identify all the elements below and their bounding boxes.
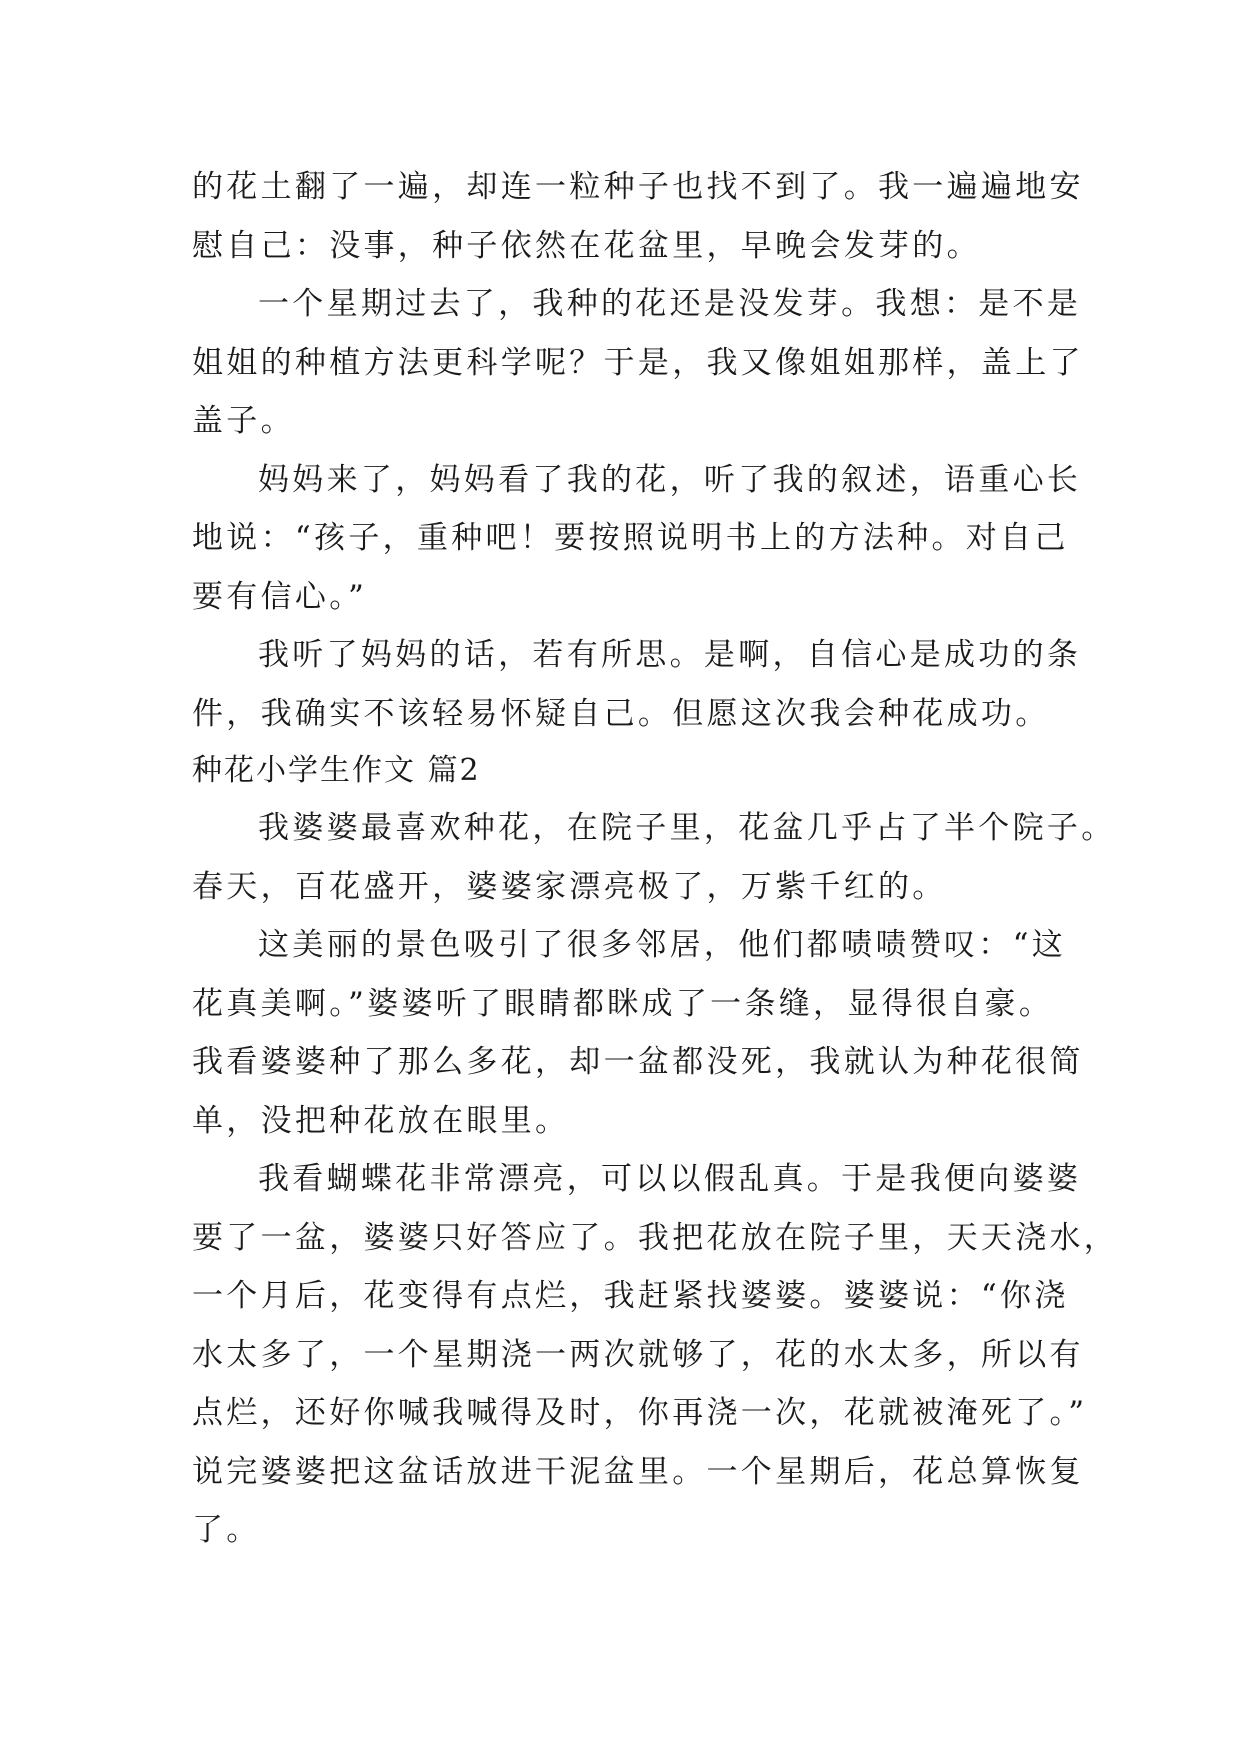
text-line: 我看蝴蝶花非常漂亮，可以以假乱真。于是我便向婆婆 [258,1161,1082,1197]
text-line: 姐姐的种植方法更科学呢？于是，我又像姐姐那样，盖上了 [192,344,1084,381]
document-body [192,158,1119,1560]
text-line: 要有信心。” [192,578,368,615]
text-line: 盖子。 [192,403,295,439]
text-line: 水太多了，一个星期浇一两次就够了，花的水太多，所以有 [192,1336,1084,1373]
text-line: 单，没把种花放在眼里。 [192,1102,570,1139]
section-heading: 种花小学生作文 篇2 [192,753,481,788]
text-line: 我听了妈妈的话，若有所思。是啊，自信心是成功的条 [258,637,1082,673]
text-line: 一个星期过去了，我种的花还是没发芽。我想：是不是 [258,286,1082,322]
text-line: 要了一盆，婆婆只好答应了。我把花放在院子里，天天浇水， [192,1219,1119,1256]
text-line: 慰自己：没事，种子依然在花盆里，早晚会发芽的。 [192,227,981,264]
text-line: 我看婆婆种了那么多花，却一盆都没死，我就认为种花很简 [192,1044,1084,1080]
text-line: 花真美啊。”婆婆听了眼睛都眯成了一条缝，显得很自豪。 [192,985,1054,1022]
text-line: 一个月后，花变得有点烂，我赶紧找婆婆。婆婆说：“你浇 [192,1278,1069,1314]
text-line: 的花土翻了一遍，却连一粒种子也找不到了。我一遍遍地安 [192,169,1084,205]
text-line: 这美丽的景色吸引了很多邻居，他们都啧啧赞叹：“这 [258,927,1067,963]
text-line: 点烂，还好你喊我喊得及时，你再浇一次，花就被淹死了。” [192,1395,1088,1431]
text-line: 件，我确实不该轻易怀疑自己。但愿这次我会种花成功。 [192,695,1050,732]
text-line: 我婆婆最喜欢种花，在院子里，花盆几乎占了半个院子。 [258,810,1116,846]
text-line: 了。 [192,1512,261,1548]
text-line: 妈妈来了，妈妈看了我的花，听了我的叙述，语重心长 [258,461,1082,498]
text-line: 说完婆婆把这盆话放进干泥盆里。一个星期后，花总算恢复 [192,1453,1084,1490]
text-line: 地说：“孩子，重种吧！要按照说明书上的方法种。对自己 [192,520,1069,556]
text-line: 春天，百花盛开，婆婆家漂亮极了，万紫千红的。 [192,868,947,905]
